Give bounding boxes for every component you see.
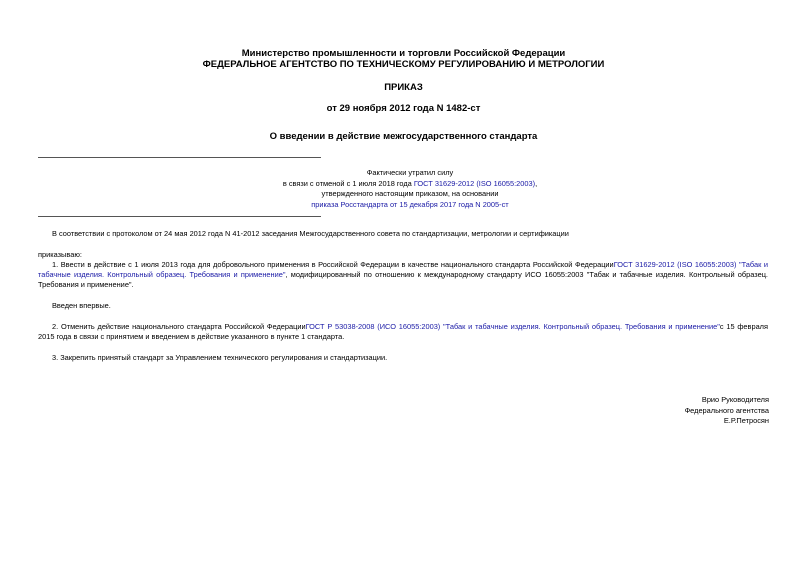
signature-block [569, 395, 769, 427]
status-note-line3: утвержденного настоящим приказом, на основании [321, 189, 499, 198]
gost-31629-link[interactable]: ГОСТ 31629-2012 (ISO 16055:2003) [413, 178, 536, 188]
status-note-line1: Фактически утратил силу [366, 168, 454, 177]
intro-paragraph: В соответствии с протоколом от 24 мая 2012 года N 41-2012 заседания Межгосударственного совета по стандартизации, метрологии и сертификации [52, 229, 569, 238]
signature-org: Федерального агентства [684, 405, 769, 415]
gost-31629-item-link[interactable]: ГОСТ 31629-2012 (ISO 16055:2003) "Табак и табачные изделия. Контрольный образец. Требования и применение" [38, 260, 768, 279]
status-note [200, 168, 620, 210]
introduced-first-paragraph: Введен впервые. [52, 301, 111, 310]
top-divider [38, 157, 321, 158]
status-note-line2: в связи с отменой с 1 июля 2018 года ГОСТ 31629-2012 (ISO 16055:2003), [282, 178, 538, 188]
document-date: от 29 ноября 2012 года N 1482-ст [326, 103, 481, 114]
bottom-divider [38, 216, 321, 217]
rosstandart-order-link[interactable]: приказа Росстандарта от 15 декабря 2017 года N 2005-ст [311, 199, 509, 209]
agency-name: ФЕДЕРАЛЬНОЕ АГЕНТСТВО ПО ТЕХНИЧЕСКОМУ РЕГУЛИРОВАНИЮ И МЕТРОЛОГИИ [202, 59, 605, 70]
signature-name: Е.Р.Петросян [723, 416, 769, 425]
signature-position: Врио Руководителя [701, 395, 769, 404]
ministry-name: Министерство промышленности и торговли Российской Федерации [241, 48, 566, 59]
gost-r-53038-link[interactable]: ГОСТ Р 53038-2008 (ИСО 16055:2003) "Табак и табачные изделия. Контрольный образец. Требования и применение" [305, 322, 720, 331]
item1-paragraph: 1. Ввести в действие с 1 июля 2013 года для добровольного применения в Российской Федерации в качестве национального стандарта Российской ФедерацииГОСТ 31629-2012 (ISO 16055:2003) "Табак и табачные изделия. Контрольный образец. Требования и применение", модифицированный по отношению к международному стандарту ИСО 16055:2003 "Табак и табачные изделия. Контрольный образец. Требования и применение". [38, 260, 768, 289]
item2-paragraph: 2. Отменить действие национального стандарта Российской ФедерацииГОСТ Р 53038-2008 (ИСО 16055:2003) "Табак и табачные изделия. Контрольный образец. Требования и применение"с 15 февраля 2015 года в связи с принятием и введением в действие указанного в пункте 1 стандарта. [38, 322, 769, 341]
document-title: О введении в действие межгосударственного стандарта [269, 131, 538, 142]
document-type: ПРИКАЗ [384, 82, 423, 93]
item3-paragraph: 3. Закрепить принятый стандарт за Управлением технического регулирования и стандартизации. [52, 353, 388, 362]
status-note-line4 [200, 200, 620, 211]
orders-paragraph: приказываю: [38, 250, 82, 259]
